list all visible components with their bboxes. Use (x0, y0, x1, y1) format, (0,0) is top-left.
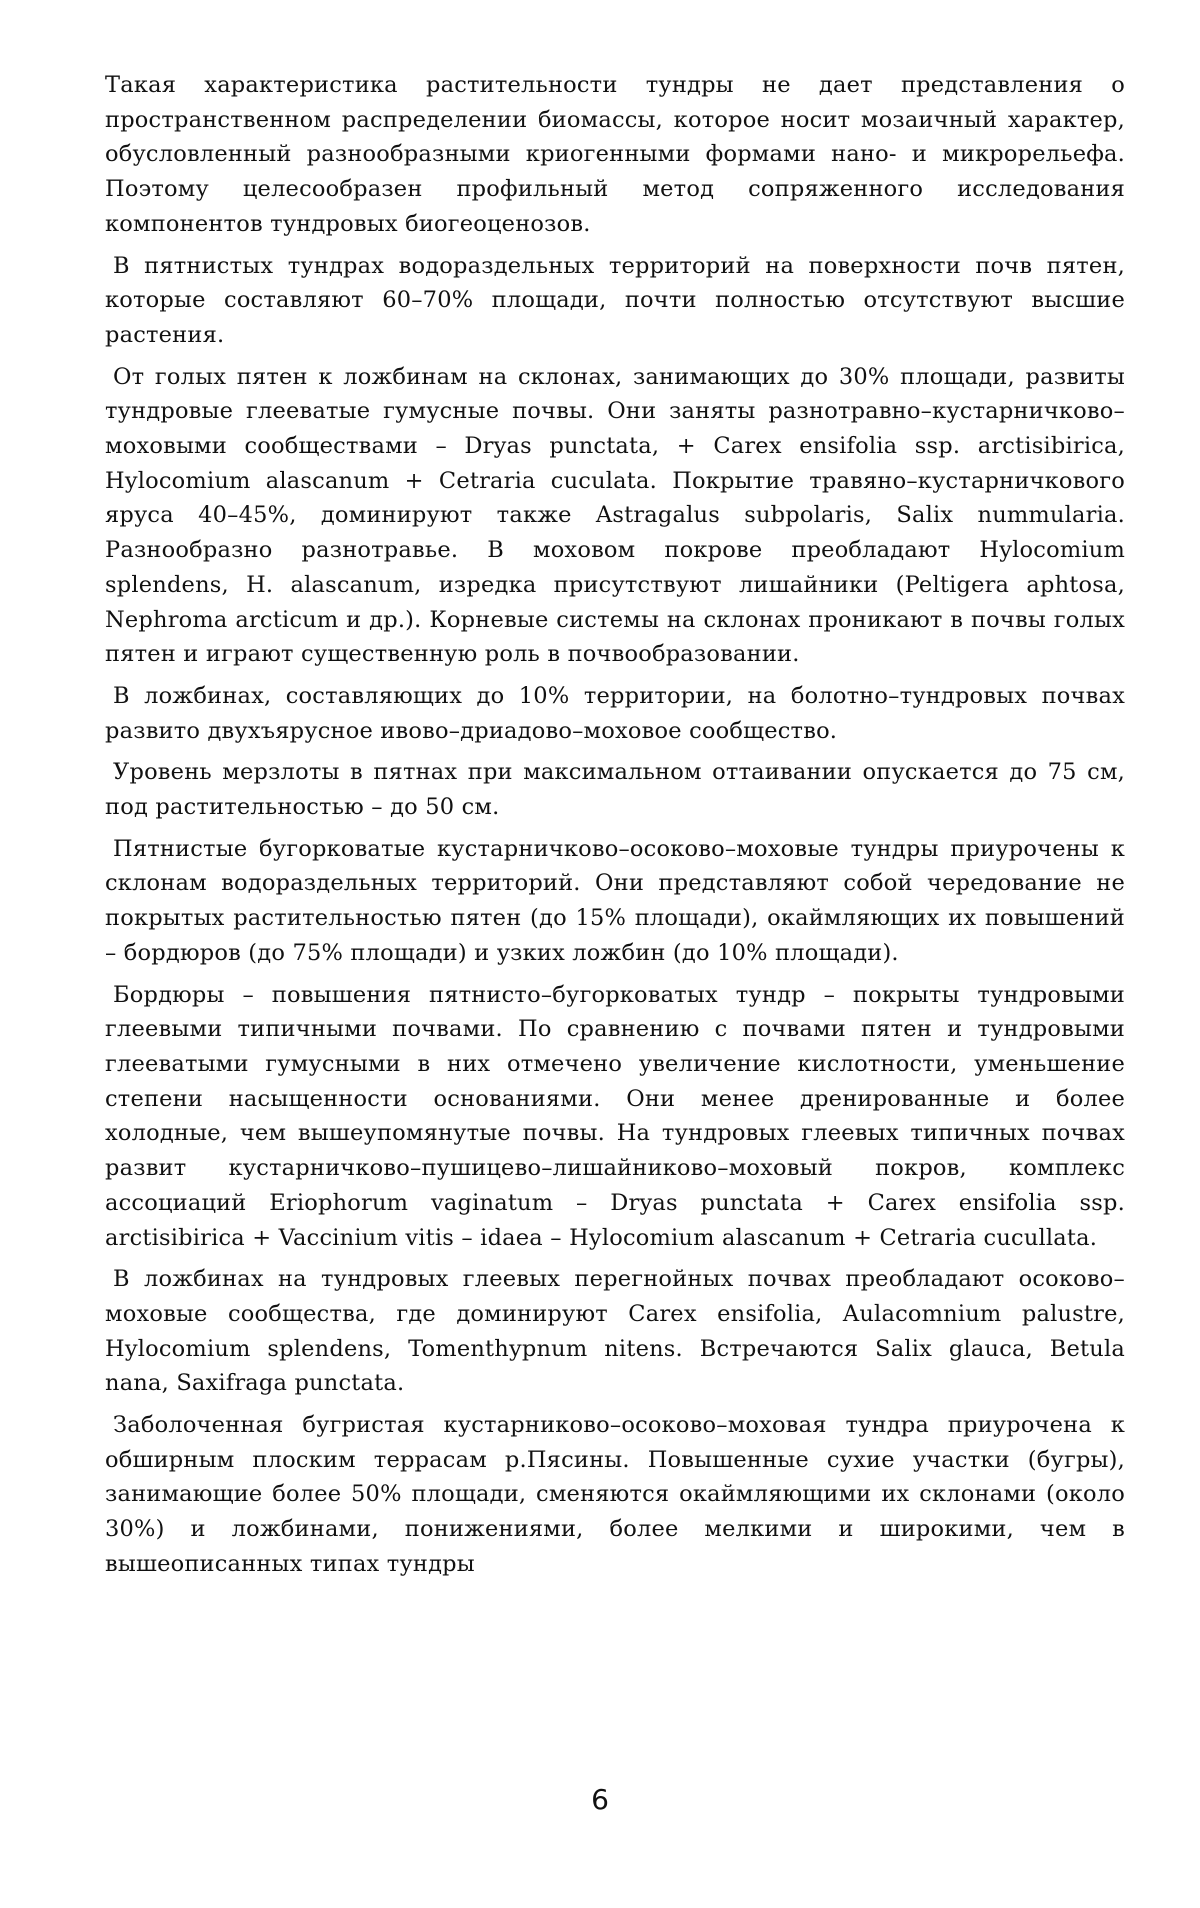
paragraph-2: В пятнистых тундрах водораздельных территорий на поверхности почв пятен, которые составляют 60–70% площади, почти полностью отсутствуют высшие растения. (105, 252, 1125, 348)
paragraph-4: В ложбинах, составляющих до 10% территории, на болотно–тундровых почвах развито двухъярусное ивово–дриадово–моховое сообщество. (105, 682, 1125, 744)
paragraph-9: Заболоченная бугристая кустарниково–осоково–моховая тундра приурочена к обширным плоским террасам р.Пясины. Повышенные сухие участки (бугры), занимающие более 50% площади, сменяются окаймляющими их склонами (около 30%) и ложбинами, понижениями, более мелкими и широкими, чем в вышеописанных типах тундры (105, 1412, 1125, 1577)
body-text (105, 68, 1125, 1589)
paragraph-8: В ложбинах на тундровых глеевых перегнойных почвах преобладают осоково–моховые сообщества, где доминируют Carex ensifolia, Aulacomnium palustre, Hylocomium splendens, Tomenthypnum nitens. Встречаются Salix glauca, Betula nana, Saxifraga punctata. (105, 1266, 1125, 1397)
paragraph-1: Такая характеристика растительности тундры не дает представления о пространственном распределении биомассы, которое носит мозаичный характер, обусловленный разнообразными криогенными формами нано- и микрорельефа. Поэтому целесообразен профильный метод сопряженного исследования компонентов тундровых биогеоценозов. (105, 72, 1125, 237)
page-number: 6 (591, 1783, 609, 1816)
paragraph-3: От голых пятен к ложбинам на склонах, занимающих до 30% площади, развиты тундровые глееватые гумусные почвы. Они заняты разнотравно–кустарничково–моховыми сообществами – Dryas punctata, + Carex ensifolia ssp. arctisibirica, Hylocomium alascanum + Cetraria cuculata. Покрытие травяно–кустарничкового яруса 40–45%, доминируют также Astragalus subpolaris, Salix nummularia. Разнообразно разнотравье. В моховом покрове преобладают Hylocomium splendens, H. alascanum, изредка присутствуют лишайники (Peltigera aphtosa, Nephroma arcticum и др.). Корневые системы на склонах проникают в почвы голых пятен и играют существенную роль в почвообразовании. (105, 363, 1125, 668)
paragraph-6: Пятнистые бугорковатые кустарничково–осоково–моховые тундры приурочены к склонам водораздельных территорий. Они представляют собой чередование не покрытых растительностью пятен (до 15% площади), окаймляющих их повышений – бордюров (до 75% площади) и узких ложбин (до 10% площади). (105, 835, 1125, 966)
paragraph-5: Уровень мерзлоты в пятнах при максимальном оттаивании опускается до 75 см, под растительностью – до 50 см. (105, 759, 1125, 821)
paragraph-7: Бордюры – повышения пятнисто–бугорковатых тундр – покрыты тундровыми глеевыми типичными почвами. По сравнению с почвами пятен и тундровыми глееватыми гумусными в них отмечено увеличение кислотности, уменьшение степени насыщенности основаниями. Они менее дренированные и более холодные, чем вышеупомянутые почвы. На тундровых глеевых типичных почвах развит кустарничково–пушицево–лишайниково–моховый покров, комплекс ассоциаций Eriophorum vaginatum – Dryas punctata + Carex ensifolia ssp. arctisibirica + Vaccinium vitis – idaea – Hylocomium alascanum + Cetraria cucullata. (105, 981, 1125, 1251)
